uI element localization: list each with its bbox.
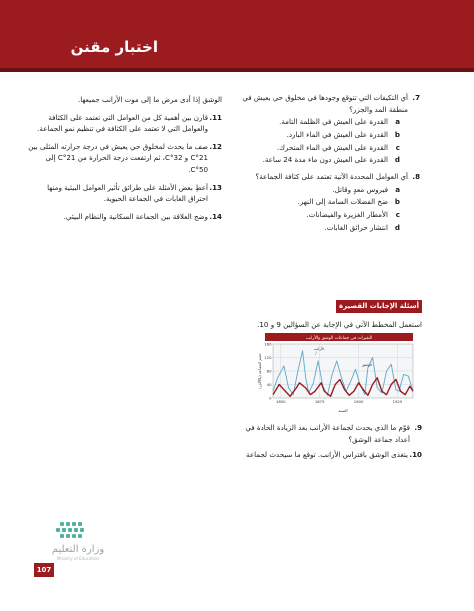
question-8-options	[238, 184, 420, 235]
section-heading: أسئلة الإجابات القصيرة	[336, 300, 422, 313]
question-13	[26, 182, 222, 205]
question-number: 14.	[209, 211, 222, 221]
option-letter: d	[394, 222, 400, 232]
question-number: 7.	[412, 93, 420, 102]
option-text: القدرة على العيش في الماء البارد.	[286, 129, 388, 139]
question-number: 13.	[209, 182, 222, 192]
x-tick-label: 1850	[275, 399, 286, 404]
question-number: 11.	[209, 112, 222, 122]
question-9	[244, 422, 422, 445]
y-tick-label: 80	[266, 368, 272, 374]
option-letter: b	[394, 197, 400, 207]
option-text: الأمطار الغزيرة والفيضانات.	[306, 210, 388, 219]
option-text: فيروس معدٍ وقاتل.	[332, 184, 388, 194]
option-item	[238, 209, 400, 222]
question-text: وضح العلاقة بين الجماعة السكانية والنظام البيئي.	[63, 211, 208, 221]
question-number: 8.	[412, 172, 420, 181]
question-8	[238, 171, 420, 183]
annotation-lynx: الوشق	[362, 363, 372, 367]
page-title: اختبار مقنن	[70, 38, 158, 56]
option-letter: c	[395, 142, 400, 152]
y-tick-label: 0	[269, 395, 272, 401]
option-letter: a	[395, 117, 400, 127]
option-item	[238, 222, 400, 235]
x-tick-label: 1875	[314, 399, 325, 404]
page-number: 107	[34, 563, 54, 577]
logo-sublettering: Ministry of Education	[56, 556, 100, 561]
question-11	[26, 112, 222, 135]
question-number: 10.	[409, 450, 422, 459]
extended-response-column	[26, 94, 222, 228]
chart-title: التغيرات في جماعات الوشق والأرانب	[305, 336, 373, 341]
question-12	[26, 141, 222, 176]
question-14	[26, 211, 222, 223]
question-text: أي العوامل المحددة الآتية تعتمد على كثافة الجماعة؟	[255, 172, 408, 181]
option-item	[238, 142, 400, 155]
question-text: أي التكيفات التي تتوقع وجودها في مخلوق حي يعيش في منطقة المد والجزر؟	[242, 93, 408, 114]
header-banner-fold	[0, 68, 474, 72]
section-intro: استعمل المخطط الآتي في الإجابة عن السؤالين 9 و 10.	[257, 320, 422, 329]
option-letter: d	[394, 155, 400, 165]
option-item	[238, 129, 400, 142]
question-text: قارن بين أهمية كل من العوامل التي تعتمد على الكثافة والعوامل التي لا تعتمد على الكثافة في تنظيم نمو الجماعة.	[37, 112, 208, 134]
population-chart	[255, 333, 415, 415]
option-item	[238, 196, 400, 209]
header-banner	[0, 0, 474, 68]
annotation-hares: الأرانب	[313, 347, 325, 351]
question-text: قوّم ما الذي يحدث لجماعة الأرانب بعد الزيادة الحادة في أعداد جماعة الوشق؟	[245, 423, 410, 444]
question-text: أعطِ بعض الأمثلة على طرائق تأثير العوامل البيئية ومنها احتراق الغابات في الجماعة الحيوية.	[47, 182, 208, 204]
question-7-options	[238, 116, 420, 167]
option-item	[238, 154, 400, 167]
question-number: 9.	[414, 423, 422, 432]
option-item	[238, 184, 400, 197]
question-text: يتغذى الوشق بافتراس الأرانب. توقع ما سيحدث لجماعة	[246, 450, 408, 459]
option-letter: c	[395, 210, 400, 219]
option-letter: a	[395, 184, 400, 194]
logo-lettering: وزارة التعليم	[51, 544, 105, 555]
x-tick-label: 1900	[353, 399, 364, 404]
question-7	[238, 92, 420, 115]
y-axis-label: حجم الجماعة (بالآلاف)	[257, 353, 262, 389]
y-tick-label: 40	[266, 381, 272, 387]
question-number: 12.	[209, 141, 222, 151]
question-10	[244, 449, 422, 461]
continued-text: الوشق إذا أدى مرض ما إلى موت الأرانب جميعها.	[77, 95, 222, 104]
option-letter: b	[394, 129, 400, 139]
x-axis-label: السنة	[338, 408, 348, 413]
x-tick-label: 1925	[392, 399, 403, 404]
option-text: القدرة على العيش في الماء المتحرك.	[276, 142, 388, 152]
option-text: القدرة على العيش في الظلمة التامة.	[279, 117, 388, 127]
y-tick-label: 120	[264, 354, 272, 360]
question-text: صف ما يحدث لمخلوق حي يعيش في درجة حرارته المثلى بين 21°C و 32°C، ثم ارتفعت درجة الحرارة من 21°C إلى 50°C.	[28, 141, 208, 174]
option-text: ضخ الفضلات السامة إلى النهر.	[297, 197, 388, 207]
multiple-choice-column	[238, 92, 420, 234]
option-text: القدرة على العيش دون ماء مدة 24 ساعة.	[262, 155, 388, 165]
y-tick-label: 160	[264, 341, 272, 347]
option-item	[238, 116, 400, 129]
option-text: انتشار حرائق الغابات.	[324, 222, 388, 232]
